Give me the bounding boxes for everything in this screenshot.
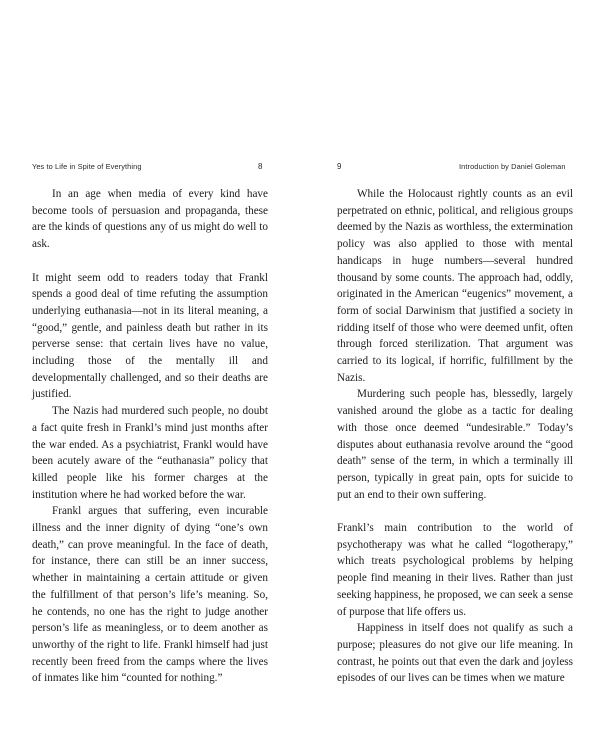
- paragraph: In an age when media of every kind have become tools of persuasion and propaganda, these are the kinds of questions any of us might do well to ask.: [32, 188, 268, 251]
- right-page: [300, 0, 600, 750]
- paragraph: Happiness in itself does not qualify as such a purpose; pleasures do not give our life meaning. In contrast, he points out that even the dark and joyless episodes of our lives can be times when we mature: [337, 622, 573, 685]
- paragraph: While the Holocaust rightly counts as an evil perpetrated on ethnic, political, and religious groups deemed by the Nazis as worthless, the extermination policy was also applied to those with mental handicaps in huge numbers—several hundred thousand by some counts. The approach had, oddly, originated in the American “eugenics” movement, a form of social Darwinism that justified a society in ridding itself of those who were deemed unfit, often through forced sterilization. That argument was carried to its logical, if horrific, fulfillment by the Nazis.: [337, 188, 573, 384]
- left-body-text: [32, 186, 268, 687]
- paragraph: Frankl’s main contribution to the world of psychotherapy was what he called “logotherapy,” which treats psychological problems by helping people find meaning in their lives. Rather than just seeking happiness, he proposed, we can seek a sense of purpose that life offers us.: [337, 522, 573, 618]
- paragraph: Frankl argues that suffering, even incurable illness and the inner dignity of dying “one’s own death,” can prove meaningful. In the face of death, for instance, there can still be an inner success, whether in maintaining a certain attitude or given the fulfillment of that person’s life’s meaning. So, he contends, no one has the right to judge another person’s life as meaningless, or to deem another as unworthy of the right to life. Frankl himself had just recently been freed from the camps where the lives of inmates like him “counted for nothing.”: [32, 505, 268, 685]
- right-running-title: Introduction by Daniel Goleman: [459, 162, 566, 171]
- paragraph: It might seem odd to readers today that Frankl spends a good deal of time refuting the assumption underlying euthanasia—not in its literal meaning, a “good,” gentle, and painless death but rather in its perverse sense: that certain lives have no value, including those of the mentally ill and developmentally challenged, and so their deaths are justified.: [32, 271, 268, 401]
- paragraph: The Nazis had murdered such people, no doubt a fact quite fresh in Frankl’s mind just months after the war ended. As a psychiatrist, Frankl would have been acutely aware of the “euthanasia” policy that killed people like his former charges at the institution where he had worked before the war.: [32, 405, 268, 501]
- right-page-number: 9: [337, 162, 342, 171]
- paragraph: Murdering such people has, blessedly, largely vanished around the globe as a tactic for dealing with those once deemed “undesirable.” Today’s disputes about euthanasia revolve around the “good death” sense of the term, in which a terminally ill person, typically in great pain, opts for suicide to put an end to their own suffering.: [337, 388, 573, 501]
- left-page-number: 8: [258, 162, 263, 171]
- left-running-title: Yes to Life in Spite of Everything: [32, 162, 142, 171]
- right-body-text: [337, 186, 573, 687]
